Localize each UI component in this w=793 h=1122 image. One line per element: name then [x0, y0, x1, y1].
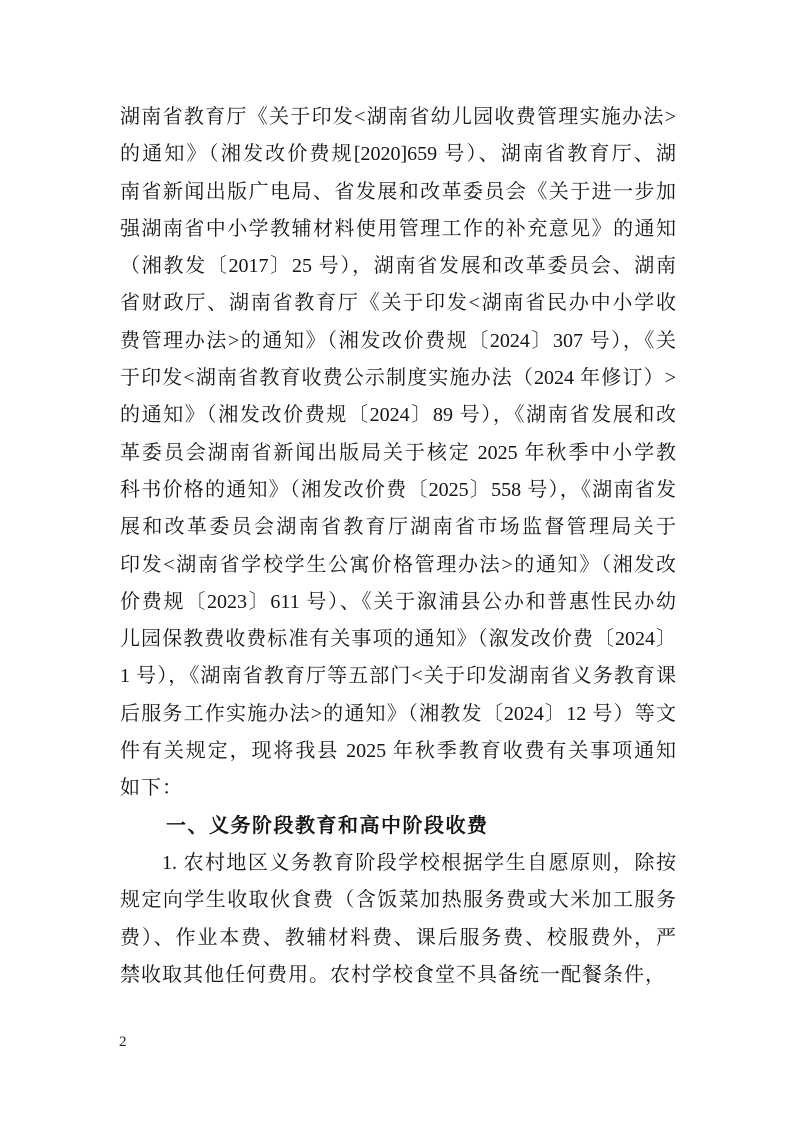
text-line: 南省新闻出版广电局、省发展和改革委员会《关于进一步加 — [120, 180, 676, 203]
page-number: 2 — [119, 1034, 127, 1050]
text-line: 展和改革委员会湖南省教育厅湖南省市场监督管理局关于 — [120, 516, 676, 539]
text-line: 省财政厅、湖南省教育厅《关于印发<湖南省民办中小学收 — [120, 292, 676, 315]
text-line: 的通知》（湘发改价费规〔2024〕89 号），《湖南省发展和改 — [120, 404, 676, 427]
text-line: 湖南省教育厅《关于印发<湖南省幼儿园收费管理实施办法> — [120, 106, 676, 128]
text-line: 儿园保教费收费标准有关事项的通知》（溆发改价费〔2024〕 — [120, 628, 676, 651]
text-line: 强湖南省中小学教辅材料使用管理工作的补充意见》的通知 — [120, 217, 676, 240]
text-line: （湘教发〔2017〕25 号），湖南省发展和改革委员会、湖南 — [120, 255, 676, 278]
text-line: 后服务工作实施办法>的通知》（湘教发〔2024〕12 号）等文 — [120, 702, 676, 725]
text-line: 革委员会湖南省新闻出版局关于核定 2025 年秋季中小学教 — [120, 441, 676, 464]
document-text-block — [120, 99, 676, 994]
text-line: 的通知》（湘发改价费规[2020]659 号）、湖南省教育厅、湖 — [120, 143, 676, 166]
section-heading: 一、义务阶段教育和高中阶段收费 — [166, 814, 489, 837]
text-line: 1 号），《湖南省教育厅等五部门<关于印发湖南省义务教育课 — [120, 665, 676, 688]
text-line: 规定向学生收取伙食费（含饭菜加热服务费或大米加工服务 — [120, 889, 676, 912]
text-line: 科书价格的通知》（湘发改价费〔2025〕558 号），《湖南省发 — [120, 478, 676, 501]
text-line: 费）、作业本费、教辅材料费、课后服务费、校服费外，严 — [120, 926, 676, 949]
text-line: 于印发<湖南省教育收费公示制度实施办法（2024 年修订）> — [120, 367, 676, 390]
text-line: 如下： — [120, 777, 183, 800]
text-line: 禁收取其他任何费用。农村学校食堂不具备统一配餐条件， — [120, 963, 666, 986]
text-line: 费管理办法>的通知》（湘发改价费规〔2024〕307 号），《关 — [120, 329, 676, 352]
text-line: 1. 农村地区义务教育阶段学校根据学生自愿原则，除按 — [162, 851, 676, 874]
text-line: 价费规〔2023〕611 号）、《关于溆浦县公办和普惠性民办幼 — [120, 590, 676, 613]
text-line: 印发<湖南省学校学生公寓价格管理办法>的通知》（湘发改 — [120, 553, 676, 576]
text-line: 件有关规定，现将我县 2025 年秋季教育收费有关事项通知 — [120, 740, 676, 763]
